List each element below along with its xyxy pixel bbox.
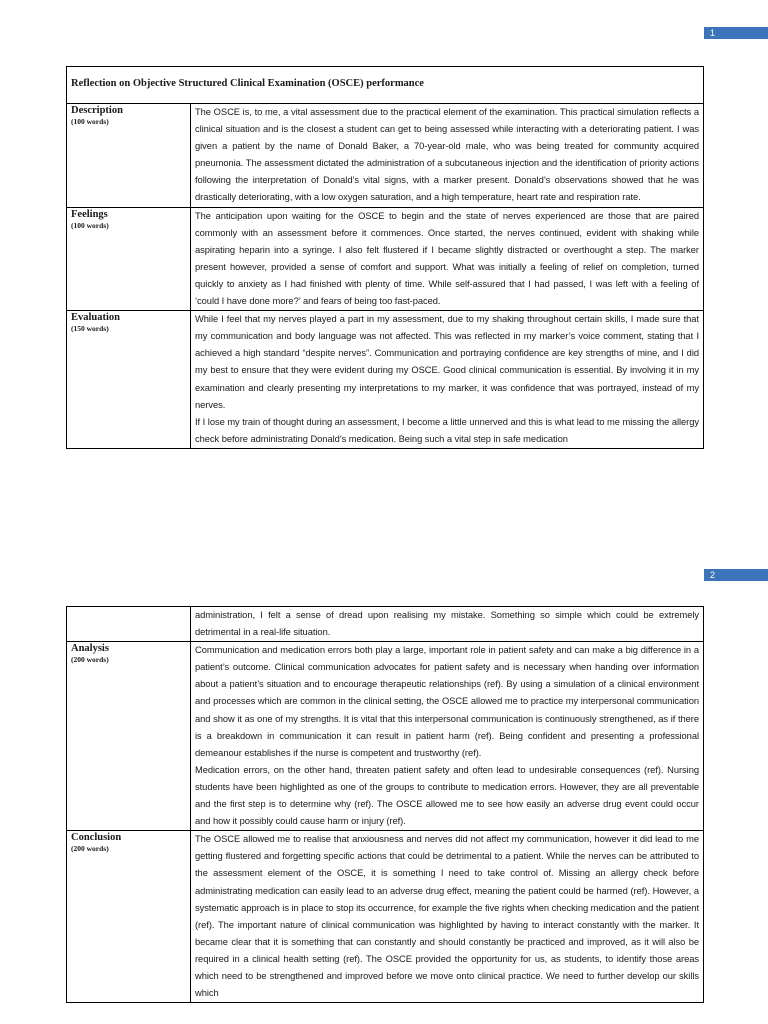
evaluation-text-paragraph-1: While I feel that my nerves played a part in my assessment, due to my shaking throughout certain skills, I made sure that my communication and body language was not affected. This was reflected in my marker’s voice comment, stating that I achieved a high standard “despite nerves”. Communication and portraying confidence are key strengths of mine, and I did my best to ensure that they were evident during my OSCE. Good clinical communication is essential. By involving it in my examination and clearly presenting my interpretations to my marker, it was confidence that was portrayed, instead of my nerves. — [195, 314, 699, 410]
row-label-cell — [67, 311, 191, 449]
table-row-evaluation-continued — [67, 607, 704, 642]
table-row-feelings — [67, 207, 704, 311]
reflection-table-page-2 — [66, 606, 704, 1003]
row-text-cell — [191, 311, 704, 449]
row-label-cell — [67, 607, 191, 642]
row-text-cell — [191, 207, 704, 311]
word-count-note: (200 words) — [71, 655, 109, 665]
table-title: Reflection on Objective Structured Clinical Examination (OSCE) performance — [67, 67, 704, 104]
row-heading: Evaluation — [71, 312, 121, 324]
row-text-cell — [191, 642, 704, 831]
page-number-badge: 2 — [704, 569, 768, 581]
reflection-table-page-1 — [66, 66, 704, 449]
word-count-note: (150 words) — [71, 324, 109, 334]
evaluation-text-continued: administration, I felt a sense of dread upon realising my mistake. Something so simple which could be extremely detrimental in a real-life situation. — [195, 610, 699, 638]
row-text-cell — [191, 607, 704, 642]
evaluation-text-paragraph-2: If I lose my train of thought during an assessment, I become a little unnerved and this is what lead to me missing the allergy check before administrating Donald’s medication. Being such a vital step in safe medication — [195, 416, 699, 444]
row-text-cell — [191, 104, 704, 208]
row-label-cell — [67, 831, 191, 1003]
feelings-text: The anticipation upon waiting for the OSCE to begin and the state of nerves experienced are those that are paired commonly with an assessment before it commences. Once started, the nerves continued, evident with shaking while aspirating heparin into a syringe. I also felt flustered if I became slightly distracted or overthought a step. The marker present however, provided a sense of comfort and support. What was initially a feeling of relief on completion, turned quickly to anxiety as I had finished with plenty of time. While self-assured that I had passed, I was left with a feeling of ‘could I have done more?’ and fears of being too fast-paced. — [195, 210, 699, 307]
row-label-cell — [67, 207, 191, 311]
analysis-text-paragraph-2: Medication errors, on the other hand, threaten patient safety and often lead to undesirable consequences (ref). Nursing students have been highlighted as one of the groups to contribute to medication errors. However, they are all preventable and the first step is to determine why (ref). The OSCE allowed me to see how easily an adverse drug event could occur and how it possibly could cause harm or injury (ref). — [195, 764, 699, 827]
word-count-note: (100 words) — [71, 117, 109, 126]
word-count-note: (200 words) — [71, 844, 109, 854]
table-title-row — [67, 67, 704, 104]
page-number-badge: 1 — [704, 27, 768, 39]
row-heading: Conclusion — [71, 832, 122, 844]
row-label-cell — [67, 642, 191, 831]
table-row-evaluation — [67, 311, 704, 449]
description-text: The OSCE is, to me, a vital assessment due to the practical element of the examination. This practical simulation reflects a clinical situation and is the closest a student can get to being assessed while interacting with a deteriorating patient. I was given a patient by the name of Donald Baker, a 70-year-old male, who was being treated for community acquired pneumonia. The assessment dictated the administration of a subcutaneous injection and the identification of priority actions following the interpretation of Donald’s vital signs, with a marker present. Donald’s observations showed that he was drastically deteriorating, with a low oxygen saturation, and a high temperature, heart rate and respiration rate. — [195, 107, 699, 203]
analysis-text-paragraph-1: Communication and medication errors both play a large, important role in patient safety and can make a big difference in a patient’s outcome. Clinical communication advocates for patient safety and is necessary when handing over information about a patient’s situation and to encourage therapeutic relationships (ref). By using a simulation of a clinical environment and processes which are common in the clinical setting, the OSCE allowed me to practice my interpersonal communication and show it as one of my strengths. It is vital that this interpersonal communication is continuously strengthened, as if there is a breakdown in communication it can result in patient harm (ref). Being confident and presenting a professional demeanour establishes if the nurse is competent and trustworthy (ref). — [195, 645, 699, 758]
row-heading: Description — [71, 105, 123, 116]
row-text-cell — [191, 831, 704, 1003]
conclusion-text: The OSCE allowed me to realise that anxiousness and nerves did not affect my communication, however it did lead to me getting flustered and forgetting specific actions that could be detrimental to a patient. While the nerves can be attributed to the assessment element of the OSCE, it is something I need to take control of. Missing an allergy check before administrating medication can easily lead to an adverse drug effect, meaning the patient could be harmed (ref). However, a systematic approach is in place to stop its occurrence, for example the five rights when checking medication and the patient (ref). The important nature of clinical communication was highlighted by having to interact constantly with the marker. It became clear that it is something that can constantly and should constantly be practiced and improved, as it will also be required in a clinical health setting (ref). The OSCE provided the opportunity for us, as students, to identify those areas which need to be strengthened and improved before we move onto clinical practice. We need to further develop our skills which — [195, 834, 699, 999]
row-heading: Feelings — [71, 208, 108, 220]
table-row-description — [67, 104, 704, 208]
table-row-conclusion — [67, 831, 704, 1003]
word-count-note: (100 words) — [71, 220, 109, 230]
row-label-cell — [67, 104, 191, 208]
table-row-analysis — [67, 642, 704, 831]
row-heading: Analysis — [71, 643, 109, 655]
